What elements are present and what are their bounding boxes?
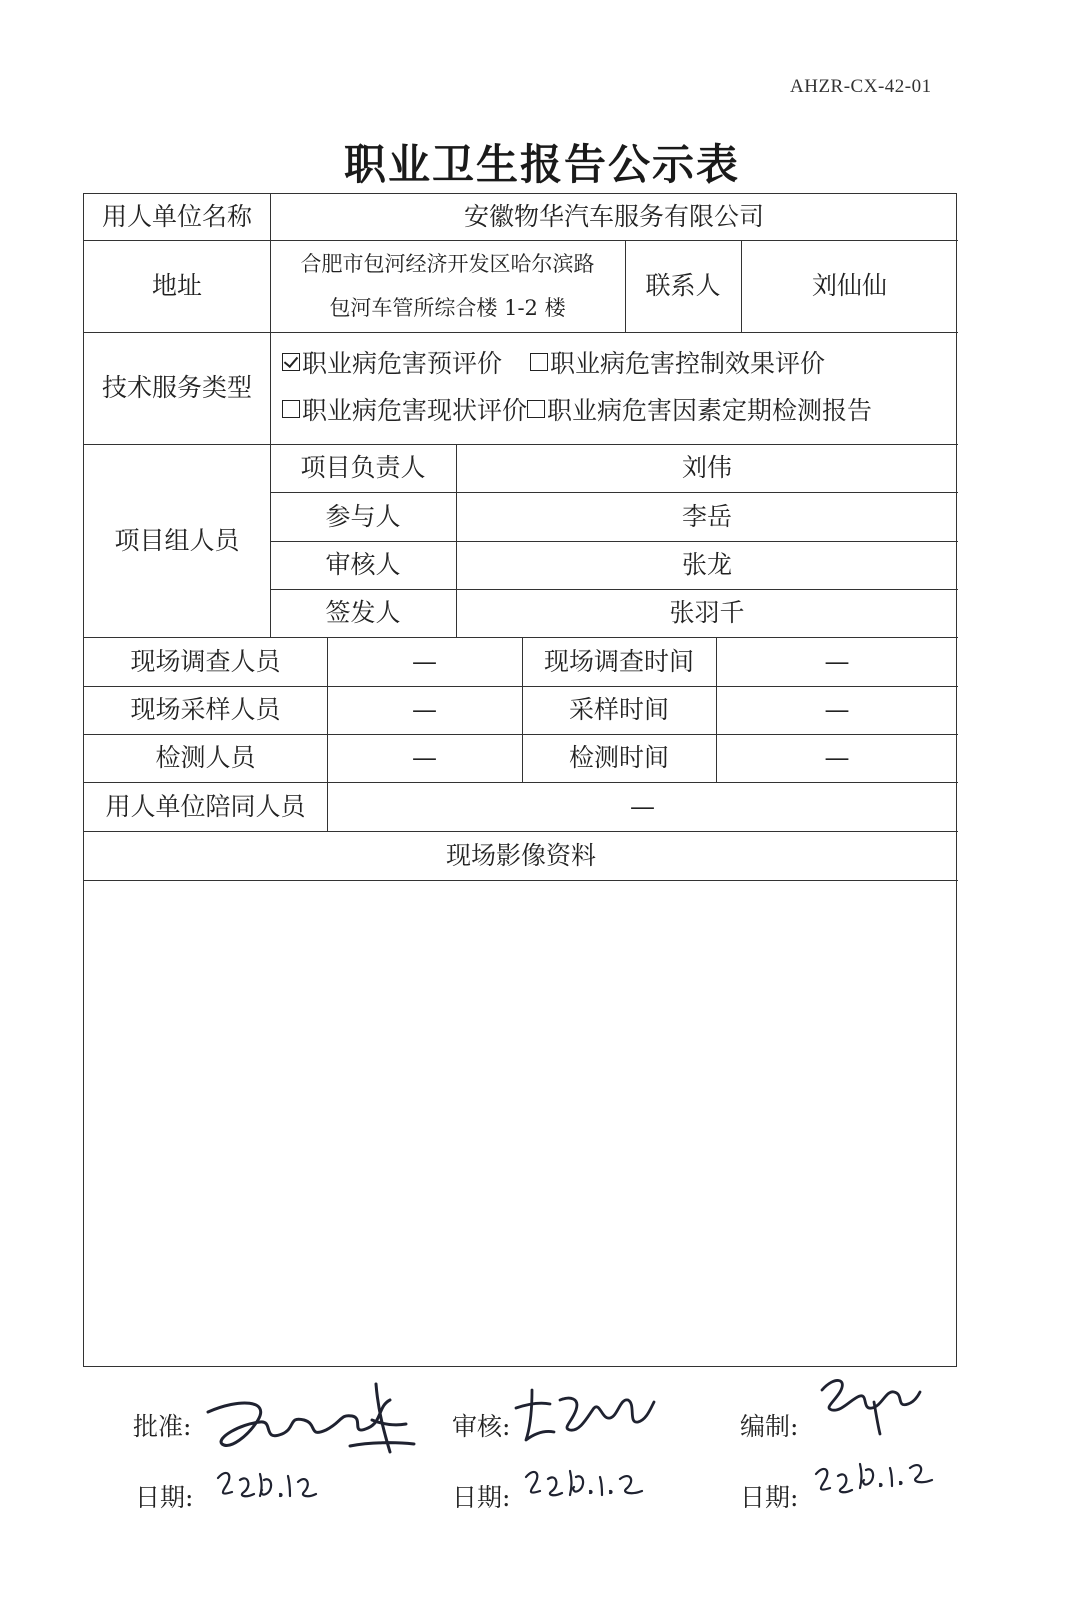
sampling-label: 现场采样人员 xyxy=(130,695,281,725)
service-option-label: 职业病危害现状评价 xyxy=(302,396,528,425)
compiler-signature xyxy=(814,1368,924,1438)
employer-label: 用人单位名称 xyxy=(101,202,252,232)
compile-date-label: 日期: xyxy=(740,1483,799,1512)
review-label: 审核: xyxy=(452,1412,511,1441)
team-role: 项目负责人 xyxy=(300,453,426,483)
team-role: 参与人 xyxy=(325,501,401,531)
service-type-row-2 xyxy=(282,389,952,429)
team-name: 刘伟 xyxy=(681,453,732,483)
address-line-2: 包河车管所综合楼 1-2 楼 xyxy=(329,295,566,320)
images-heading: 现场影像资料 xyxy=(445,840,596,870)
employer-value: 安徽物华汽车服务有限公司 xyxy=(463,202,764,232)
checkbox-icon xyxy=(527,400,545,418)
survey-time-label: 现场调查时间 xyxy=(543,646,694,676)
testing-time-label: 检测时间 xyxy=(568,743,669,773)
service-option xyxy=(282,391,527,427)
service-type-row-1 xyxy=(282,342,952,382)
images-area xyxy=(84,880,958,1366)
service-option-label: 职业病危害控制效果评价 xyxy=(550,349,826,378)
testing-time-value: — xyxy=(824,743,850,773)
approve-date-label: 日期: xyxy=(135,1483,194,1512)
service-option-label: 职业病危害预评价 xyxy=(302,349,503,378)
sampling-value: — xyxy=(412,695,437,725)
compile-date-handwritten xyxy=(810,1450,940,1500)
service-option xyxy=(530,344,825,380)
survey-value: — xyxy=(412,646,437,676)
document-code: AHZR-CX-42-01 xyxy=(790,76,932,97)
service-type-label: 技术服务类型 xyxy=(101,373,252,403)
contact-label: 联系人 xyxy=(645,271,721,301)
team-name: 张龙 xyxy=(681,550,732,580)
checked-box-icon xyxy=(282,353,300,371)
address-line-1: 合肥市包河经济开发区哈尔滨路 xyxy=(300,251,595,276)
service-option xyxy=(282,344,502,380)
team-name: 张羽千 xyxy=(669,598,745,628)
page-title: 职业卫生报告公示表 xyxy=(343,140,740,189)
testing-label: 检测人员 xyxy=(155,743,256,773)
team-name: 李岳 xyxy=(681,501,732,531)
compile-label: 编制: xyxy=(740,1412,799,1441)
accompany-value: — xyxy=(630,791,655,821)
review-date-handwritten xyxy=(520,1455,650,1505)
service-option-label: 职业病危害因素定期检测报告 xyxy=(547,396,873,425)
sampling-time-label: 采样时间 xyxy=(568,695,669,725)
service-option xyxy=(527,391,872,427)
approve-label: 批准: xyxy=(133,1412,192,1441)
team-role: 签发人 xyxy=(325,598,401,628)
disclosure-form xyxy=(83,193,957,1367)
checkbox-icon xyxy=(530,353,548,371)
contact-value: 刘仙仙 xyxy=(811,271,887,301)
address-label: 地址 xyxy=(151,271,202,301)
approve-date-handwritten xyxy=(212,1460,322,1510)
reviewer-signature xyxy=(510,1380,660,1450)
approver-signature xyxy=(200,1380,420,1470)
checkbox-icon xyxy=(282,400,300,418)
sampling-time-value: — xyxy=(824,695,850,725)
survey-time-value: — xyxy=(824,646,850,676)
team-role: 审核人 xyxy=(325,550,401,580)
project-team-label: 项目组人员 xyxy=(114,525,240,555)
review-date-label: 日期: xyxy=(452,1483,511,1512)
testing-value: — xyxy=(412,743,437,773)
accompany-label: 用人单位陪同人员 xyxy=(105,791,306,821)
survey-label: 现场调查人员 xyxy=(130,646,281,676)
